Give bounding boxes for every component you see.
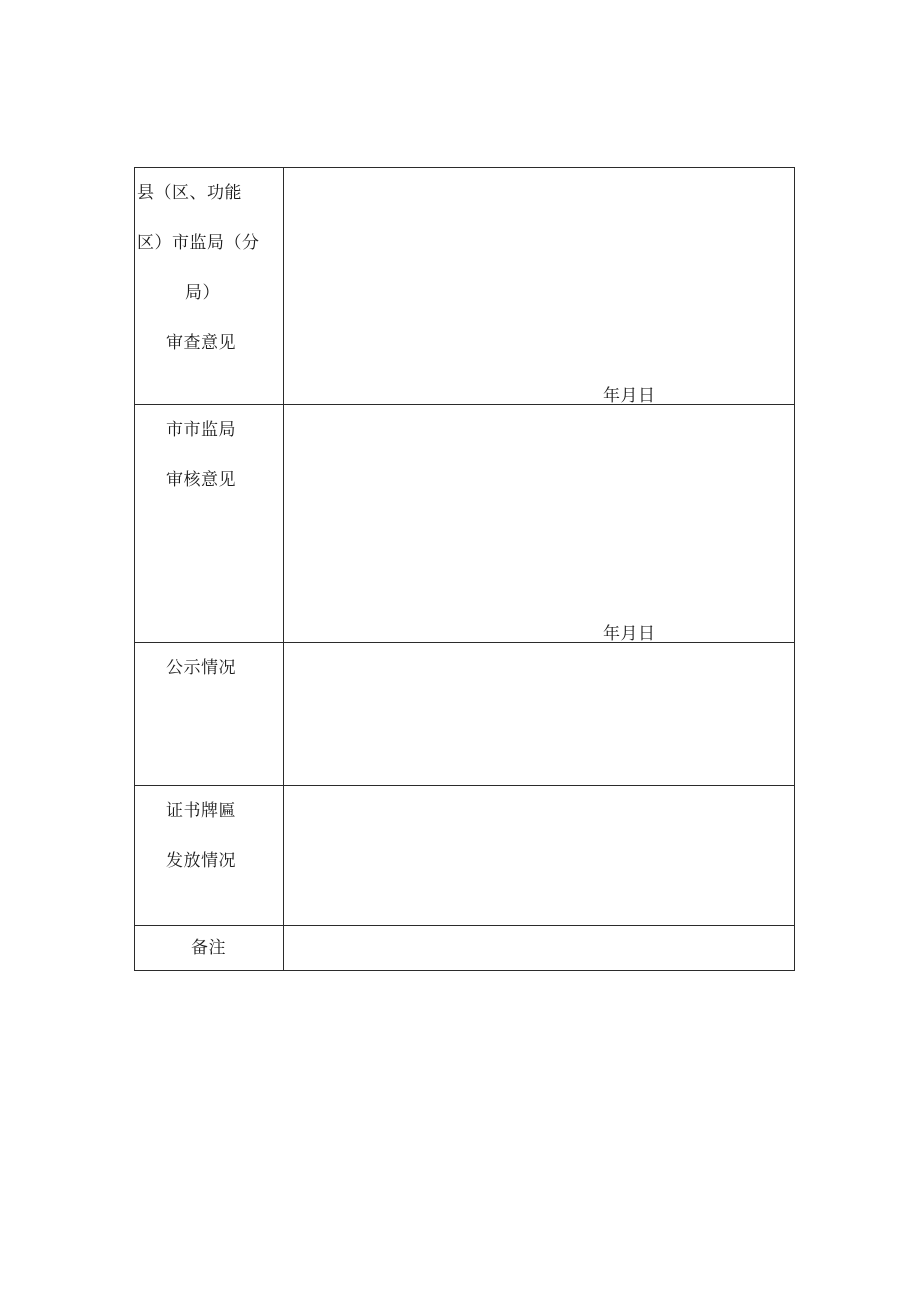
remarks-label: 备注 (191, 937, 226, 958)
certificate-label-cell (135, 785, 284, 925)
form-row-county-review (135, 168, 795, 405)
certificate-field[interactable] (284, 785, 795, 925)
publicity-field[interactable] (284, 642, 795, 785)
form-row-remarks (135, 925, 795, 970)
city-verify-label-line-2: 审核意见 (166, 470, 236, 491)
city-verify-label-line-1: 市市监局 (166, 420, 236, 441)
form-row-city-verify (135, 405, 795, 642)
county-review-label-line-2: 区）市监局（分 (137, 233, 260, 253)
publicity-label-cell (135, 642, 284, 785)
city-verify-date: 年月日 (603, 623, 656, 644)
city-verify-opinion-field[interactable] (284, 405, 795, 642)
form-row-publicity (135, 642, 795, 785)
county-review-label-line-4: 审查意见 (166, 333, 236, 353)
remarks-field[interactable] (284, 925, 795, 970)
review-form-table (134, 167, 795, 971)
county-review-label-line-1: 县（区、功能 (137, 183, 242, 203)
certificate-label-line-2: 发放情况 (166, 850, 236, 871)
county-review-label-cell (135, 168, 284, 405)
county-review-date: 年月日 (603, 386, 656, 407)
county-review-label-line-3: 局） (185, 283, 220, 303)
form-row-certificate (135, 785, 795, 925)
certificate-label-line-1: 证书牌匾 (166, 800, 236, 821)
city-verify-label-cell (135, 405, 284, 642)
remarks-label-cell (135, 925, 284, 970)
county-review-opinion-field[interactable] (284, 168, 795, 405)
publicity-label: 公示情况 (166, 657, 236, 678)
